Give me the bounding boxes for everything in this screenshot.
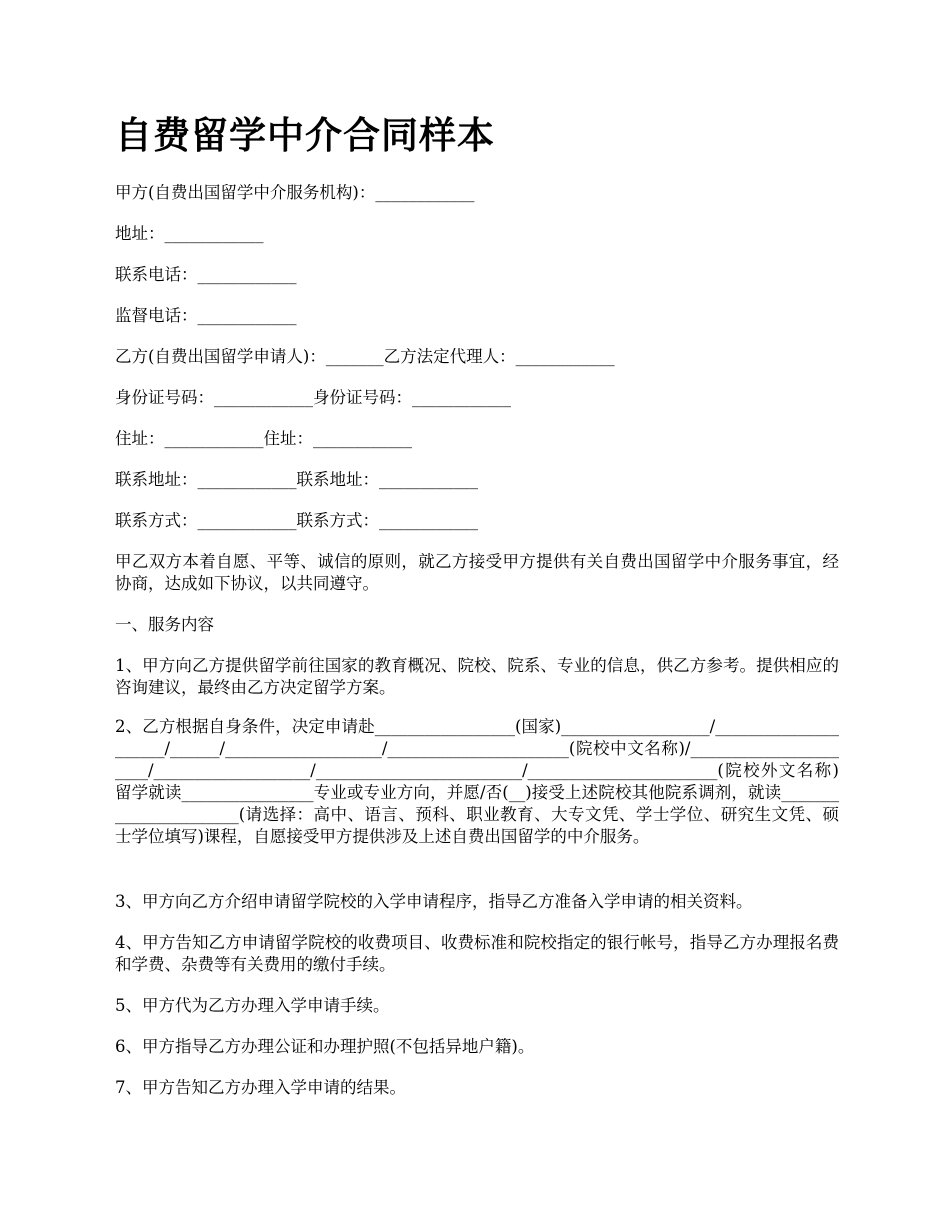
clause-2: 2、乙方根据自身条件，决定申请赴_________________(国家)__________________/_____________________/______/___________________/______________________(院校中文名称)/______________________/___________________/_________________________/_______________________(院校外文名称)留学就读________________专业或专业方向，并愿/否(__)接受上述院校其他院系调剂，就读______________________(请选择：高中、语言、预科、职业教育、大专文凭、学士学位、研究生文凭、硕士学位填写)课程，自愿接受甲方提供涉及上述自费出国留学的中介服务。 [115, 717, 839, 846]
clause-6: 6、甲方指导乙方办理公证和办理护照(不包括异地户籍)。 [115, 1037, 535, 1056]
party-a-phone-field: 联系电话：____________ [115, 265, 297, 284]
clause-7: 7、甲方告知乙方办理入学申请的结果。 [115, 1078, 406, 1097]
party-a-name-field: 甲方(自费出国留学中介服务机构)：____________ [115, 183, 475, 202]
contact-method-field: 联系方式：____________联系方式：____________ [115, 511, 478, 530]
party-b-name-field: 乙方(自费出国留学申请人)：_______乙方法定代理人：____________ [115, 347, 615, 366]
contact-address-field: 联系地址：____________联系地址：____________ [115, 470, 478, 489]
id-number-field: 身份证号码：____________身份证号码：____________ [115, 388, 511, 407]
clause-5: 5、甲方代为乙方办理入学申请手续。 [115, 996, 390, 1015]
clause-4: 4、甲方告知乙方申请留学院校的收费项目、收费标准和院校指定的银行帐号，指导乙方办理报名费和学费、杂费等有关费用的缴付手续。 [115, 933, 839, 974]
party-a-supervision-phone-field: 监督电话：____________ [115, 306, 297, 325]
intro-paragraph: 甲乙双方本着自愿、平等、诚信的原则，就乙方接受甲方提供有关自费出国留学中介服务事宜，经协商，达成如下协议，以共同遵守。 [115, 552, 839, 593]
residence-field: 住址：____________住址：____________ [115, 429, 412, 448]
clause-3: 3、甲方向乙方介绍申请留学院校的入学申请程序，指导乙方准备入学申请的相关资料。 [115, 892, 753, 911]
clause-1: 1、甲方向乙方提供留学前往国家的教育概况、院校、院系、专业的信息，供乙方参考。提供相应的咨询建议，最终由乙方决定留学方案。 [115, 656, 839, 697]
party-a-address-field: 地址：____________ [115, 224, 264, 243]
section-heading: 一、服务内容 [115, 615, 214, 634]
document-title: 自费留学中介合同样本 [115, 114, 495, 157]
